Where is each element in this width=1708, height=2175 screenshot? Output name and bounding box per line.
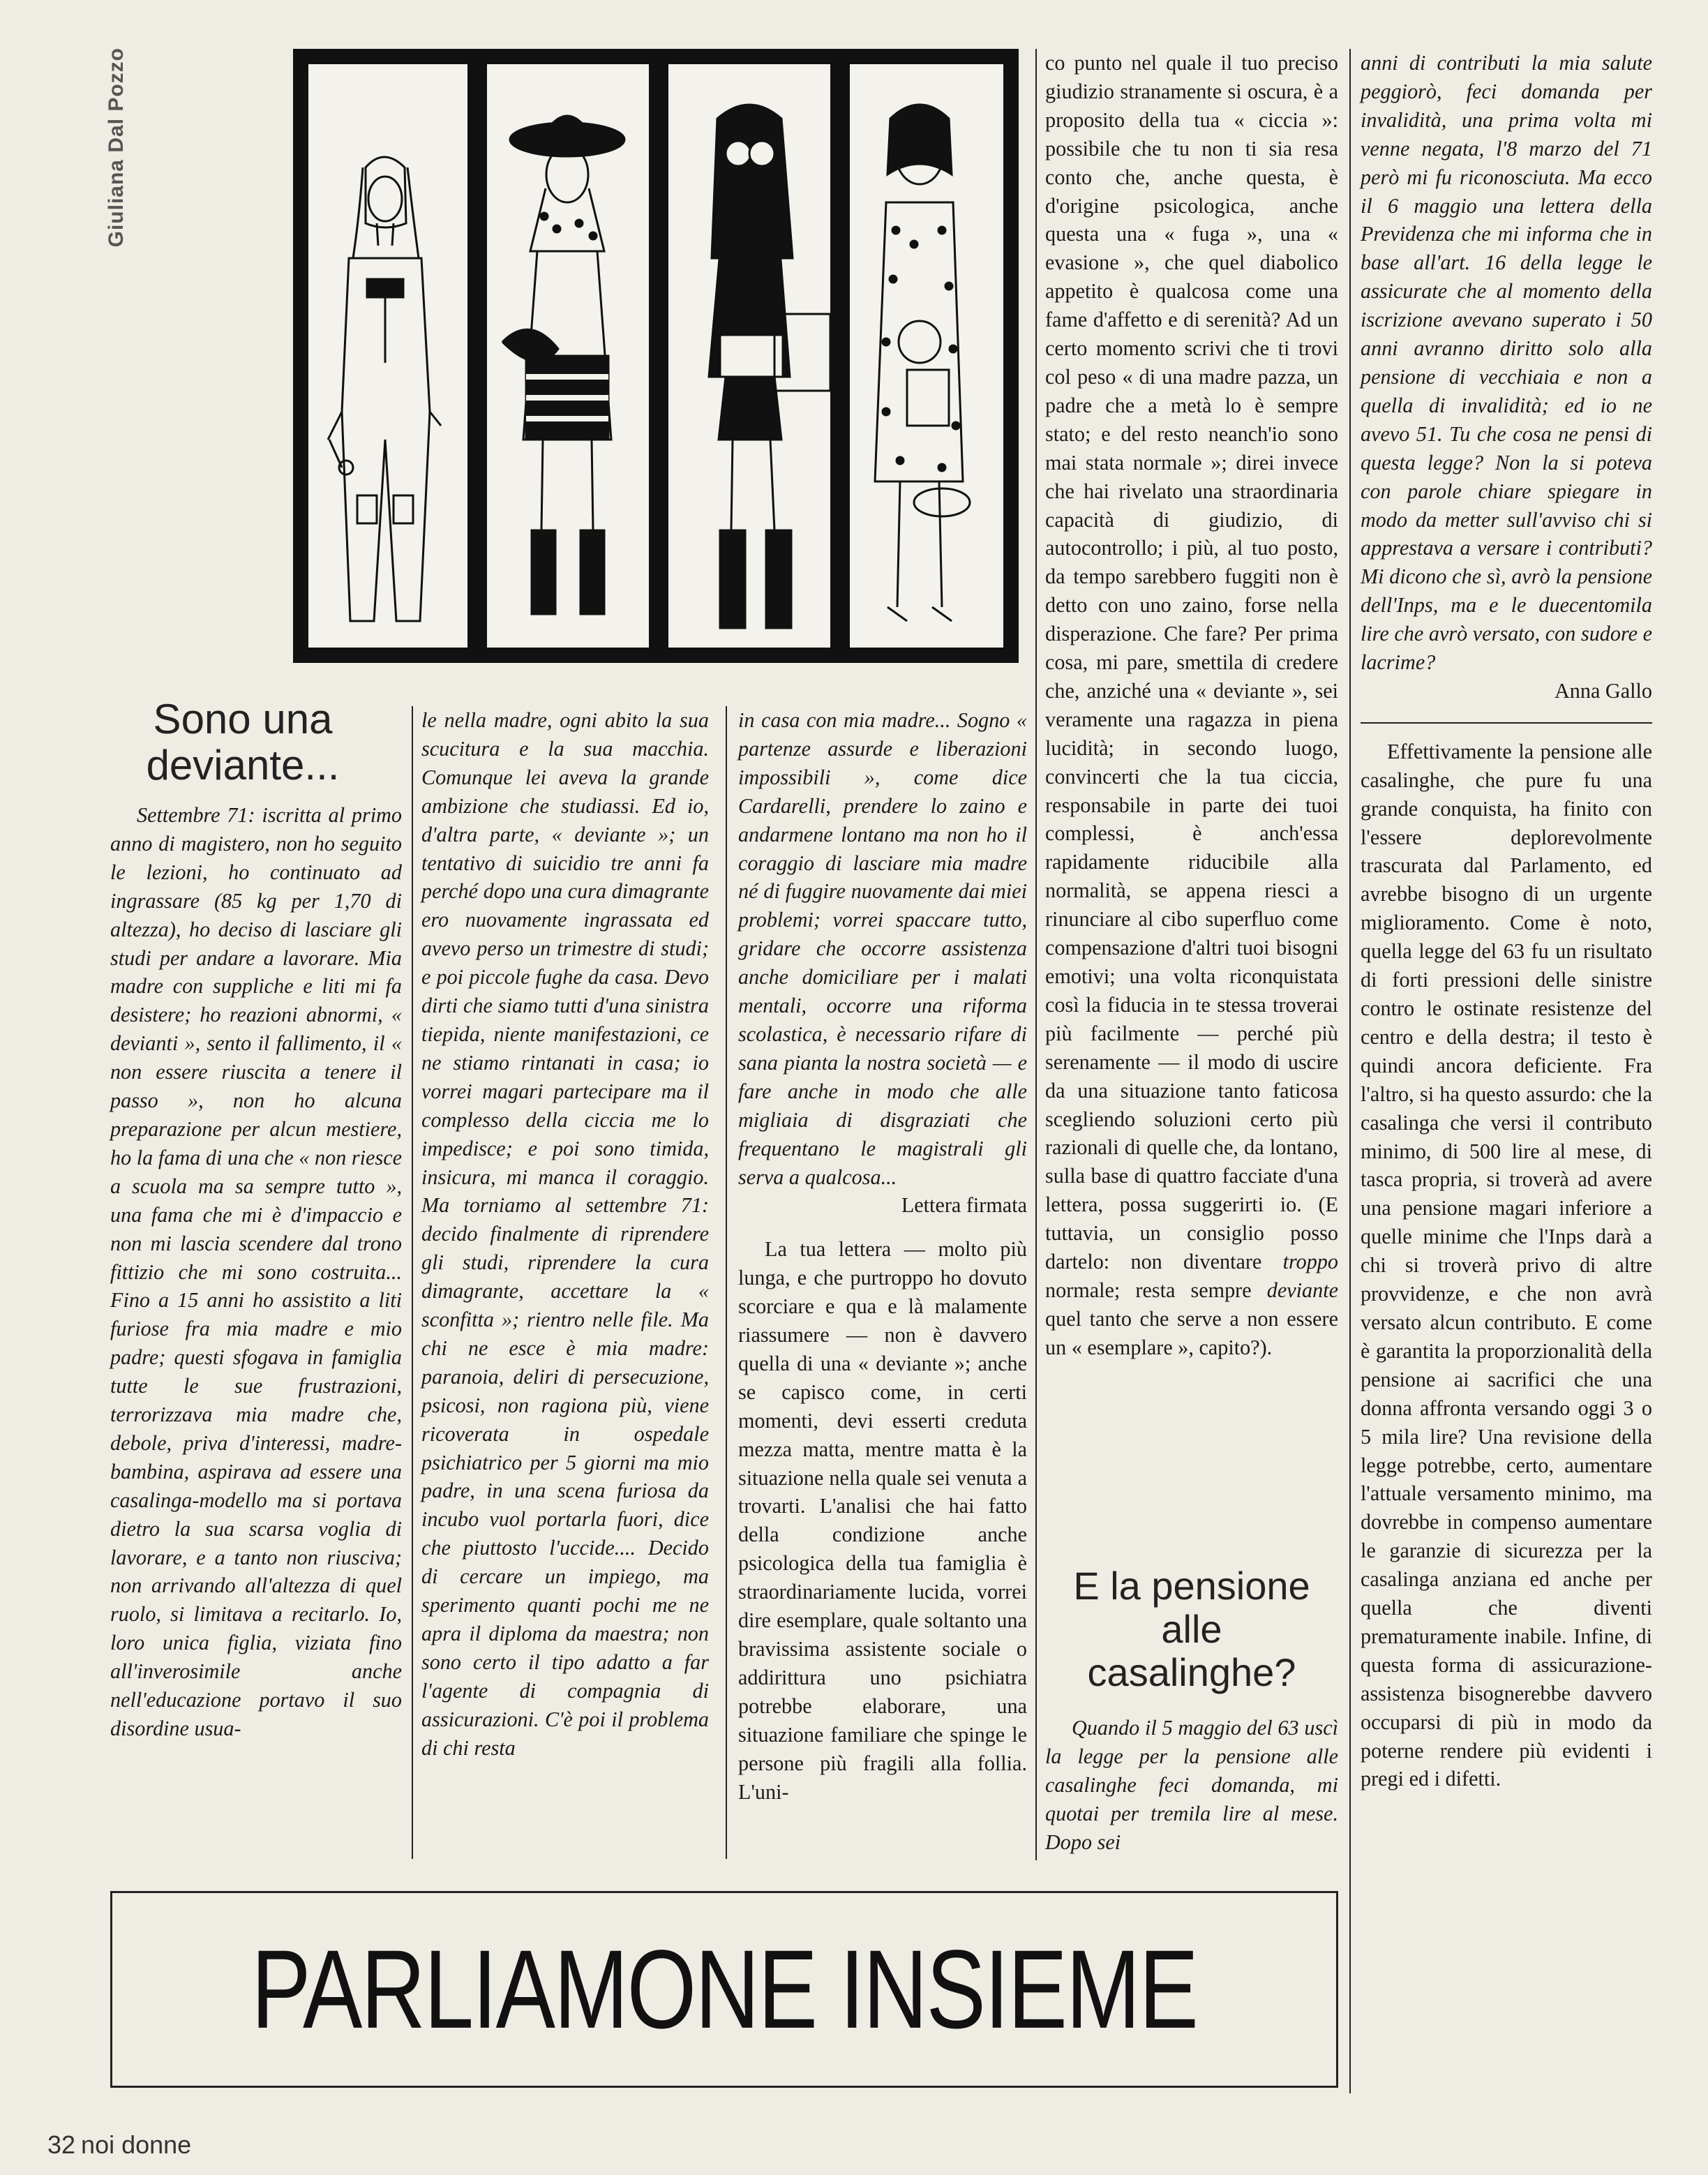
reply-text: La tua lettera — molto più lunga, e che purtroppo ho dovuto scorciare e qua e là malamente riassumere — non è davvero quella di una « deviante »; anche se capisco come, in certi momenti, devi esserti creduta mezza matta, mentre matta è la situazione nella quale sei venuta a trovarti. L'analisi che hai fatto della condizione anche psicologica della tua famiglia è straordinariamente lucida, vorrei dire esemplare, quale soltanto una bravissima assistente sociale o addirittura uno psichiatra potrebbe elaborare, una situazione familiare che spinge le persone più fragili alla follia. L'uni- <box>738 1237 1027 1804</box>
column-divider <box>1035 49 1037 1860</box>
pension-letter-start <box>1045 1714 1338 1857</box>
letter-column-2 <box>421 706 709 1763</box>
pension-title-line-3: casalinghe? <box>1087 1650 1296 1694</box>
pension-title <box>1045 1564 1338 1694</box>
letter-title-line-1: Sono una <box>153 696 333 742</box>
pension-letter-text: anni di contributi la mia salute peggiorò, feci domanda per invalidità, una prima volta mi venne negata, l'8 marzo del 71 però mi fu riconosciuta. Ma ecco il 6 maggio una lettera della Previdenza che mi informa che in base all'art. 16 della legge le assicurate che al momento della iscrizione avevano superato i 50 anni avranno diritto solo alla pensione di vecchiaia e non a quella di invalidità; ed io ne avevo 51. Tu che cosa ne pensi di questa legge? Non la si poteva con parole chiare spiegare in modo da metter sull'avviso chi si apprestava a versare i contributi? Mi dicono che sì, avrò la pensione dell'Inps, ma e le duecentomila lire che avrò versato, con sudore e lacrime? <box>1361 51 1652 675</box>
letter-signature: Lettera firmata <box>901 1193 1027 1218</box>
pension-title-line-1: E la pensione <box>1073 1564 1310 1608</box>
reply-emphasis: troppo <box>1282 1250 1338 1274</box>
letter-column-3 <box>738 706 1027 1806</box>
letter-title <box>110 696 375 788</box>
pension-letter-signature: Anna Gallo <box>1554 678 1652 703</box>
column-divider <box>726 706 727 1859</box>
letter-text: le nella madre, ogni abito la sua scucitura e la sua macchia. Comunque lei aveva la grande ambizione che studiassi. Ed io, d'altra parte, « deviante »; un tentativo di suicidio tre anni fa perché dopo una cura dimagrante ero nuovamente ingrassata ed avevo perso un trimestre di studi; e poi piccole fughe da casa. Devo dirti che siamo tutti d'una sinistra tiepida, niente manifestazioni, ce ne stiamo rintanati in casa; io vorrei magari partecipare ma il complesso della ciccia me lo impedisce; e poi sono timida, insicura, mi manca il coraggio. Ma torniamo al settembre 71: decido finalmente di riprendere gli studi, riprendere la cura dimagrante, accettare la « sconfitta »; rientro nelle file. Ma chi ne esce è mia madre: paranoia, deliri di persecuzione, psicosi, non ragiona più, viene ricoverata in ospedale psichiatrico per 5 giorni ma mio padre, in una scena furiosa da incubo vuol portarla fuori, dice che piuttosto l'uccide.... Decido di cercare un impiego, ma sperimento quanti pochi me ne apra il diploma da maestra; non sono certo il tipo adatto a far l'agente di compagnia di assicurazioni. C'è poi il problema di chi resta <box>421 708 709 1760</box>
letter-text: Settembre 71: iscritta al primo anno di magistero, non ho seguito le lezioni, ho continuato ad ingrassare (85 kg per 1,70 di altezza), ho deciso di lasciare gli studi per andare a lavorare. Mia madre con suppliche e liti mi fa desistere; ho reazioni abnormi, « devianti », sento il fallimento, il « non essere riuscita a tenere il passo », non ho alcuna preparazione per alcun mestiere, ho la fama di una che « non riesce a scuola ma sa sempre tutto », una fama che mi è d'impaccio e non mi lascia scendere dal trono fittizio che mi sono costruita... Fino a 15 anni ho assistito a liti furiose fra mia madre e mio padre; questi sfogava in famiglia tutte le sue frustrazioni, terrorizzava mia madre che, debole, priva d'interessi, madre-bambina, aspirava ad essere una casalinga-modello ma si portava dietro la sua scarsa voglia di lavorare, e a tanto non riusciva; non arrivando all'altezza di quel ruolo, si limitava a recitarlo. Io, loro unica figlia, viziata fino all'inverosimile anche nell'educazione portavo il suo disordine usua- <box>110 803 402 1740</box>
pension-letter-text: Quando il 5 maggio del 63 uscì la legge per la pensione alle casalinghe feci domanda, mi quotai per tremila lire al mese. Dopo sei <box>1045 1716 1338 1854</box>
illustration <box>293 49 1019 663</box>
pension-column <box>1361 49 1652 1793</box>
column-divider <box>1349 49 1351 2093</box>
reply-text: quel tanto che serve a non essere un « esemplare », capito?). <box>1045 1306 1338 1359</box>
magazine-name: noi donne <box>81 2130 192 2159</box>
reply-column <box>1045 49 1338 1362</box>
letter-column-1 <box>110 801 402 1743</box>
letter-text: in casa con mia madre... Sogno « partenze assurde e liberazioni impossibili », come dice Cardarelli, prendere lo zaino e andarmene lontano ma non ho il coraggio di lasciare mia madre né di fuggire nuovamente dai miei problemi; vorrei spaccare tutto, gridare che occorre assistenza anche domiciliare per i malati mentali, occorre una riforma scolastica, è necessario rifare di sana pianta la nostra società — e fare anche in modo che alle migliaia di disgraziati che frequentano le magistrali gli serva a qualcosa... <box>738 708 1027 1189</box>
page-footer <box>47 2130 191 2160</box>
pension-reply-text: Effettivamente la pensione alle casalinghe, che pure fu una grande conquista, ha finito con l'essere deplorevolmente trascurata dal Parlamento, ed avrebbe bisogno di un urgente miglioramento. Come è noto, quella legge del 63 fu un risultato di forti pressioni delle sinistre contro le ostinate resistenze del centro e della destra; il testo è quindi ancora deficiente. Fra l'altro, si ha questo assurdo: che la casalinga che versi il contributo minimo, di 500 lire al mese, di tasca propria, si troverà ad avere una pensione magari inferiore a quelle minime che l'Inps darà a chi si troverà privo di altre provvidenze, e che non avrà versato alcun contributo. E come è garantita la proporzionalità della pensione ai sacrifici che una donna affronta versando oggi 3 o 5 mila lire? Una revisione della legge potrebbe, certo, aumentare l'attuale versamento minimo, ma dovrebbe in compenso aumentare le garanzie di sicurezza per la casalinga anziana ed anche per quella che diventi prematuramente inabile. Infine, di questa forma di assicurazione-assistenza bisognerebbe davvero occuparsi di più in modo da poterne rendere più evidenti i pregi ed i difetti. <box>1361 739 1652 1791</box>
reply-text: normale; resta sempre <box>1045 1278 1267 1302</box>
pension-title-line-2: alle <box>1161 1607 1222 1651</box>
letter-title-line-2: deviante... <box>146 742 340 788</box>
reply-text: co punto nel quale il tuo preciso giudizio stranamente si oscura, è a proposito della tua « ciccia »: possibile che tu non ti sia resa conto che, anche questa, è d'origine psicologica, anche questa una « fuga », una « evasione », che quel diabolico appetito è qualcosa come una fame d'affetto e di serenità? Ad un certo momento scrivi che ti trovi col peso « di una madre pazza, un padre che a metà lo è sempre stato; e del resto neanch'io sono mai stata normale »; direi invece che hai rivelato una straordinaria capacità di giudizio, di autocontrollo; i più, al tuo posto, da tempo sarebbero fuggiti non è detto con uno zaino, forse nella disperazione. Che fare? Per prima cosa, mi pare, smettila di credere che, anziché una « deviante », sei veramente una ragazza in piena lucidità; in secondo luogo, convincerti che la tua ciccia, responsabile in parte dei tuoi complessi, è anch'essa rapidamente riducibile alla normalità, se appena riesci a rinunciare al cibo superfluo come compensazione d'altri tuoi bisogni emotivi; una volta riconquistata così la fiducia in te stessa troverai più facilmente — perché più serenamente — il modo di uscire da una situazione tanto faticosa scegliendo soluzioni certo più razionali di quelle che, da lontano, sulla base di quattro facciate d'una lettera, possa suggerirti io. (E tuttavia, un consiglio posso dartelo: non diventare <box>1045 51 1338 1274</box>
page-number: 32 <box>47 2130 76 2159</box>
section-divider <box>1361 722 1652 724</box>
column-divider <box>412 706 413 1859</box>
author-credit: Giuliana Dal Pozzo <box>105 47 128 248</box>
section-banner <box>110 1891 1338 2088</box>
banner-title: PARLIAMONE INSIEME <box>251 1927 1197 2052</box>
reply-emphasis: deviante <box>1266 1278 1338 1302</box>
